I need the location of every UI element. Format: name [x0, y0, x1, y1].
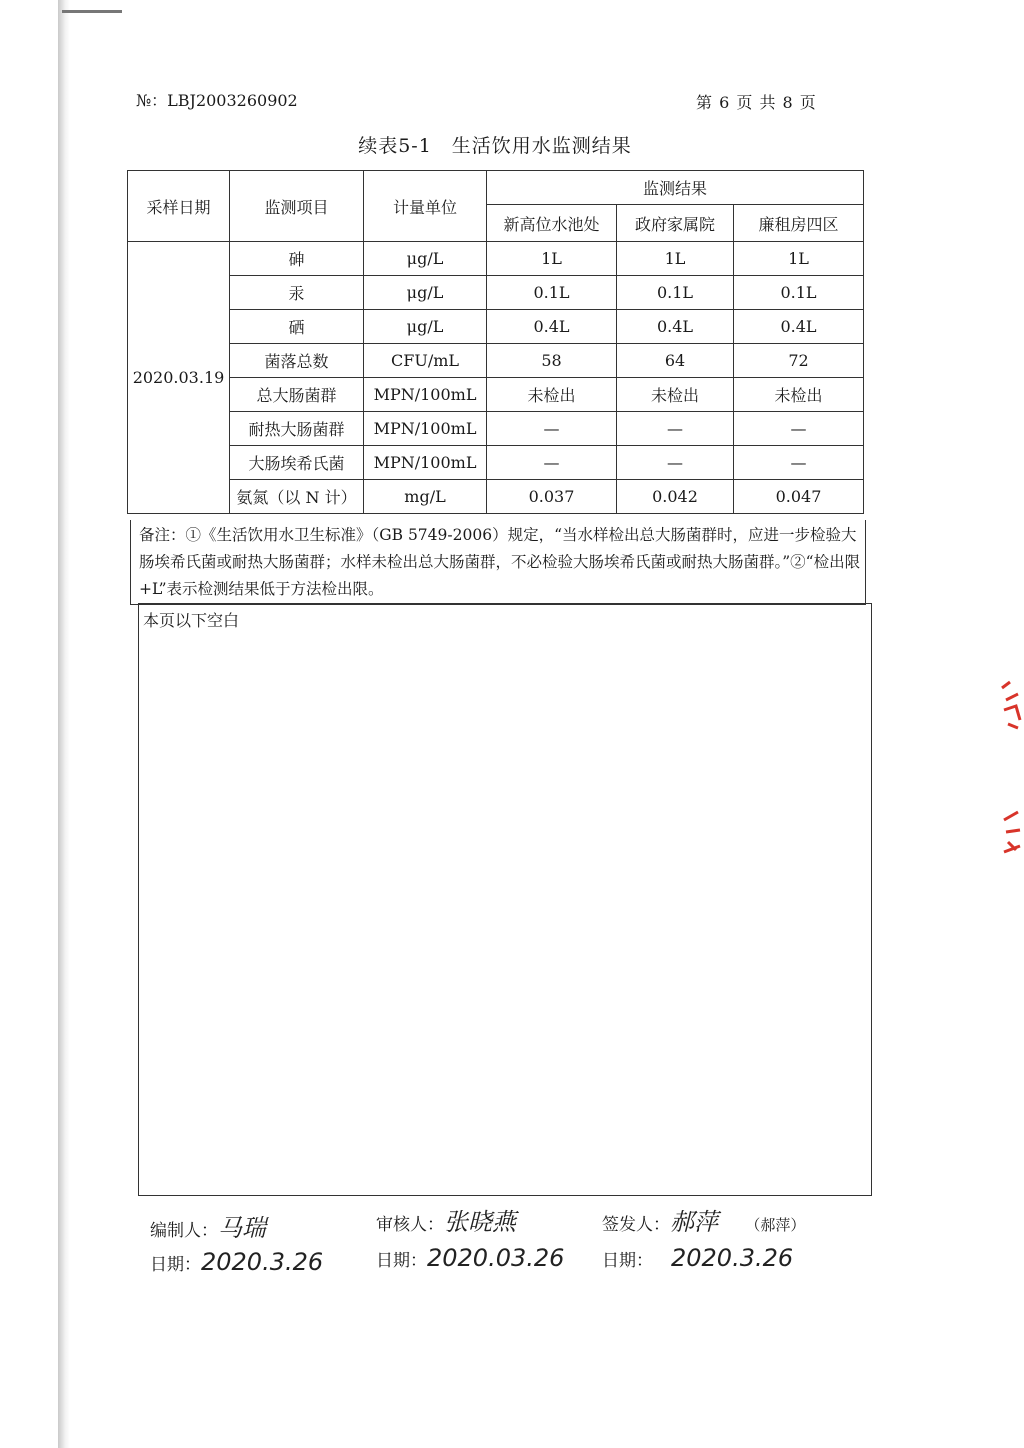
value-cell: 64 — [617, 344, 734, 378]
unit-cell: mg/L — [364, 480, 487, 514]
remarks-note: 备注：①《生活饮用水卫生标准》（GB 5749-2006）规定，“当水样检出总大肠菌群时，应进一步检验大肠埃希氏菌或耐热大肠菌群；水样未检出总大肠菌群，不必检验大肠埃希氏菌或耐热大肠菌群。”②“检出限+L”表示检测结果低于方法检出限。 — [130, 520, 866, 605]
page-indicator: 第 6 页 共 8 页 — [696, 93, 817, 112]
item-cell: 氨氮（以 N 计） — [230, 480, 364, 514]
issuer-date — [602, 1244, 793, 1272]
value-cell: — — [734, 446, 864, 480]
value-cell: 0.037 — [487, 480, 617, 514]
compiler-signature — [150, 1208, 266, 1243]
compiler-date-handwriting: 2020.3.26 — [201, 1248, 324, 1276]
issuer-label: 签发人： — [602, 1215, 670, 1235]
value-cell: 0.047 — [734, 480, 864, 514]
date-label: 日期： — [376, 1251, 427, 1271]
value-cell: 未检出 — [734, 378, 864, 412]
value-cell: — — [734, 412, 864, 446]
unit-cell: MPN/100mL — [364, 378, 487, 412]
date-label: 日期： — [150, 1255, 201, 1275]
value-cell: 1L — [487, 242, 617, 276]
issuer-printed-name: （郝萍） — [745, 1216, 806, 1234]
compiler-label: 编制人： — [150, 1221, 218, 1241]
table-row — [128, 412, 864, 446]
compiler-handwriting: 马瑞 — [218, 1214, 266, 1242]
value-cell: — — [617, 446, 734, 480]
value-cell: 1L — [617, 242, 734, 276]
value-cell: 0.1L — [617, 276, 734, 310]
value-cell: 0.042 — [617, 480, 734, 514]
item-cell: 汞 — [230, 276, 364, 310]
value-cell: 58 — [487, 344, 617, 378]
reviewer-date — [376, 1244, 564, 1272]
header-results: 监测结果 — [487, 171, 864, 205]
issuer-date-handwriting: 2020.3.26 — [671, 1244, 794, 1272]
value-cell: — — [487, 446, 617, 480]
header-item: 监测项目 — [230, 171, 364, 242]
reviewer-date-handwriting: 2020.03.26 — [427, 1244, 565, 1272]
header-site-2: 政府家属院 — [617, 205, 734, 242]
value-cell: 1L — [734, 242, 864, 276]
header-unit: 计量单位 — [364, 171, 487, 242]
blank-area — [138, 603, 872, 1196]
compiler-date — [150, 1248, 323, 1276]
reviewer-label: 审核人： — [376, 1215, 444, 1235]
table-row — [128, 378, 864, 412]
value-cell: 0.4L — [487, 310, 617, 344]
item-cell: 砷 — [230, 242, 364, 276]
header-sample-date: 采样日期 — [128, 171, 230, 242]
header-site-1: 新高位水池处 — [487, 205, 617, 242]
header-site-3: 廉租房四区 — [734, 205, 864, 242]
table-row — [128, 344, 864, 378]
item-cell: 硒 — [230, 310, 364, 344]
table-title: 续表5-1 生活饮用水监测结果 — [358, 135, 632, 157]
unit-cell: CFU/mL — [364, 344, 487, 378]
results-table — [127, 170, 864, 514]
issuer-handwriting: 郝萍 — [670, 1208, 718, 1236]
table-row — [128, 446, 864, 480]
date-label: 日期： — [602, 1251, 653, 1271]
table-row — [128, 310, 864, 344]
table-row — [128, 276, 864, 310]
unit-cell: μg/L — [364, 276, 487, 310]
value-cell: — — [617, 412, 734, 446]
item-cell: 耐热大肠菌群 — [230, 412, 364, 446]
scan-edge — [58, 0, 70, 1448]
unit-cell: MPN/100mL — [364, 446, 487, 480]
sample-date-cell: 2020.03.19 — [128, 242, 230, 514]
value-cell: 0.1L — [487, 276, 617, 310]
value-cell: — — [487, 412, 617, 446]
reviewer-handwriting: 张晓燕 — [444, 1208, 516, 1236]
value-cell: 72 — [734, 344, 864, 378]
unit-cell: μg/L — [364, 310, 487, 344]
table-row — [128, 480, 864, 514]
seal-fragment-icon — [996, 680, 1024, 870]
issuer-signature — [602, 1202, 805, 1237]
table-row — [128, 242, 864, 276]
value-cell: 未检出 — [487, 378, 617, 412]
unit-cell: MPN/100mL — [364, 412, 487, 446]
value-cell: 未检出 — [617, 378, 734, 412]
scan-edge-top — [62, 10, 122, 13]
item-cell: 菌落总数 — [230, 344, 364, 378]
blank-below-note: 本页以下空白 — [143, 611, 240, 630]
value-cell: 0.4L — [734, 310, 864, 344]
report-number: №：LBJ2003260902 — [136, 91, 298, 110]
value-cell: 0.1L — [734, 276, 864, 310]
unit-cell: μg/L — [364, 242, 487, 276]
item-cell: 总大肠菌群 — [230, 378, 364, 412]
value-cell: 0.4L — [617, 310, 734, 344]
item-cell: 大肠埃希氏菌 — [230, 446, 364, 480]
reviewer-signature — [376, 1202, 516, 1237]
